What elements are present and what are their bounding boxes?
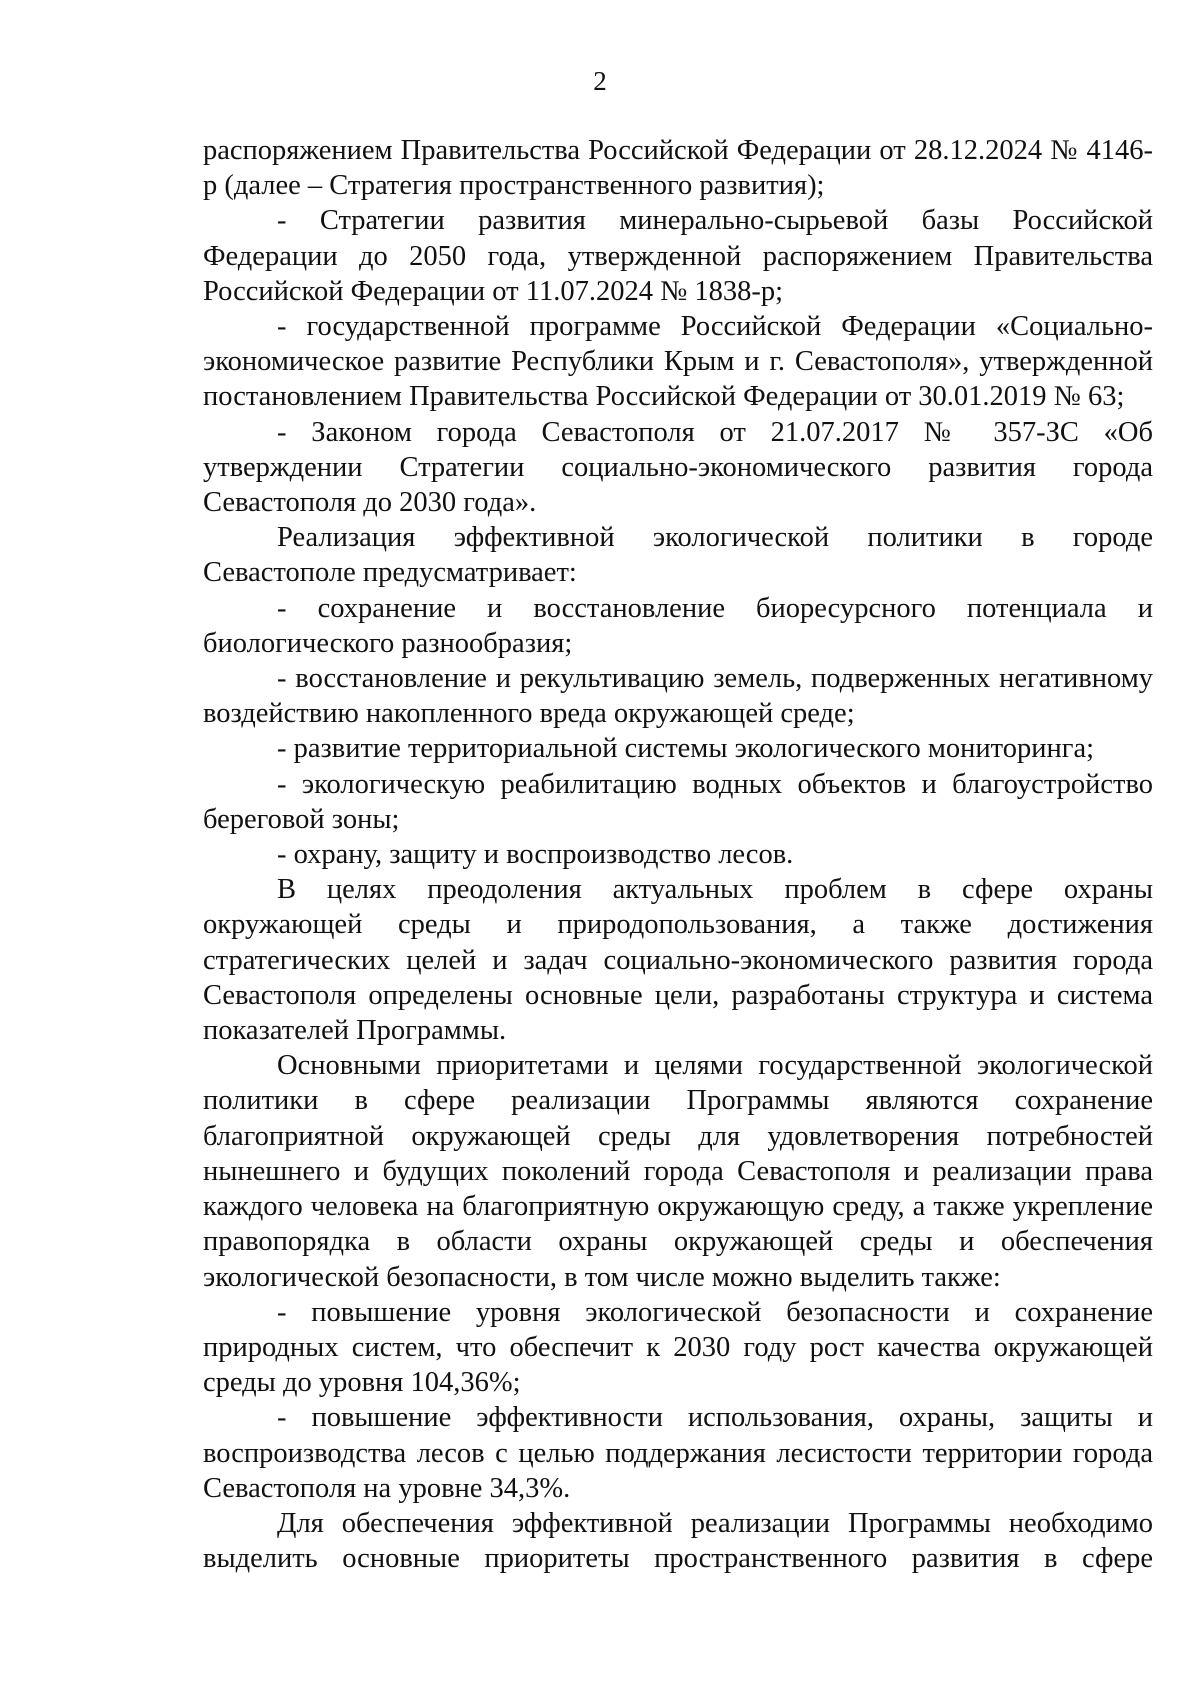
list-item-forest-efficiency: - повышение эффективности использования, охраны, защиты и воспроизводства лесов с целью поддержания лесистости территории города Севастополя на уровне 34,3%. [203,1402,1153,1504]
list-item-forest-protection: - охрану, защиту и воспроизводство лесов. [277,839,794,871]
paragraph-priorities: Основными приоритетами и целями государственной экологической политики в сфере реализации Программы являются сохранение благоприятной окружающей среды для удовлетворения потребностей нынешнего и будущих поколений города Севастополя и реализации права каждого человека на благоприятную окружающую среду, а также укрепление правопорядка в области охраны окружающей среды и обеспечения экологической безопасности, в том числе можно выделить также: [203,1050,1153,1293]
list-item-sevastopol-law: - Законом города Севастополя от 21.07.2017 № 357-ЗС «Об утверждении Стратегии социально-экономического развития города Севастополя до 2030 года». [203,416,1153,519]
paragraph-continuation: распоряжением Правительства Российской Федерации от 28.12.2024 № 4146-р (далее – Стратегия пространственного развития); [203,135,1153,202]
page-number: 2 [593,66,607,96]
paragraph-policy-intro: Реализация эффективной экологической политики в городе Севастополе предусматривает: [203,522,1153,589]
list-item-biodiversity: - сохранение и восстановление биоресурсного потенциала и биологического разнообразия; [203,592,1153,659]
paragraph-spatial-priorities: Для обеспечения эффективной реализации Программы необходимо выделить основные приоритеты пространственного развития в сфере [203,1507,1153,1575]
list-item-land-recultivation: - восстановление и рекультивацию земель, подверженных негативному воздействию накопленного вреда окружающей среде; [203,663,1153,730]
list-item-ecological-safety: - повышение уровня экологической безопасности и сохранение природных систем, что обеспечит к 2030 году рост качества окружающей среды до уровня 104,36%; [203,1296,1153,1399]
document-body [203,133,1153,1576]
list-item-mineral-strategy: - Стратегии развития минерально-сырьевой базы Российской Федерации до 2050 года, утвержденной распоряжением Правительства Российской Федерации от 11.07.2024 № 1838-р; [203,205,1153,307]
list-item-water-rehabilitation: - экологическую реабилитацию водных объектов и благоустройство береговой зоны; [203,768,1153,835]
list-item-state-program: - государственной программе Российской Федерации «Социально-экономическое развитие Республики Крым и г. Севастополя», утвержденной постановлением Правительства Российской Федерации от 30.01.2019 № 63; [203,311,1153,413]
paragraph-goals: В целях преодоления актуальных проблем в сфере охраны окружающей среды и природопользования, а также достижения стратегических целей и задач социально-экономического развития города Севастополя определены основные цели, разработаны структура и система показателей Программы. [203,874,1153,1047]
list-item-monitoring: - развитие территориальной системы экологического мониторинга; [277,733,1095,765]
